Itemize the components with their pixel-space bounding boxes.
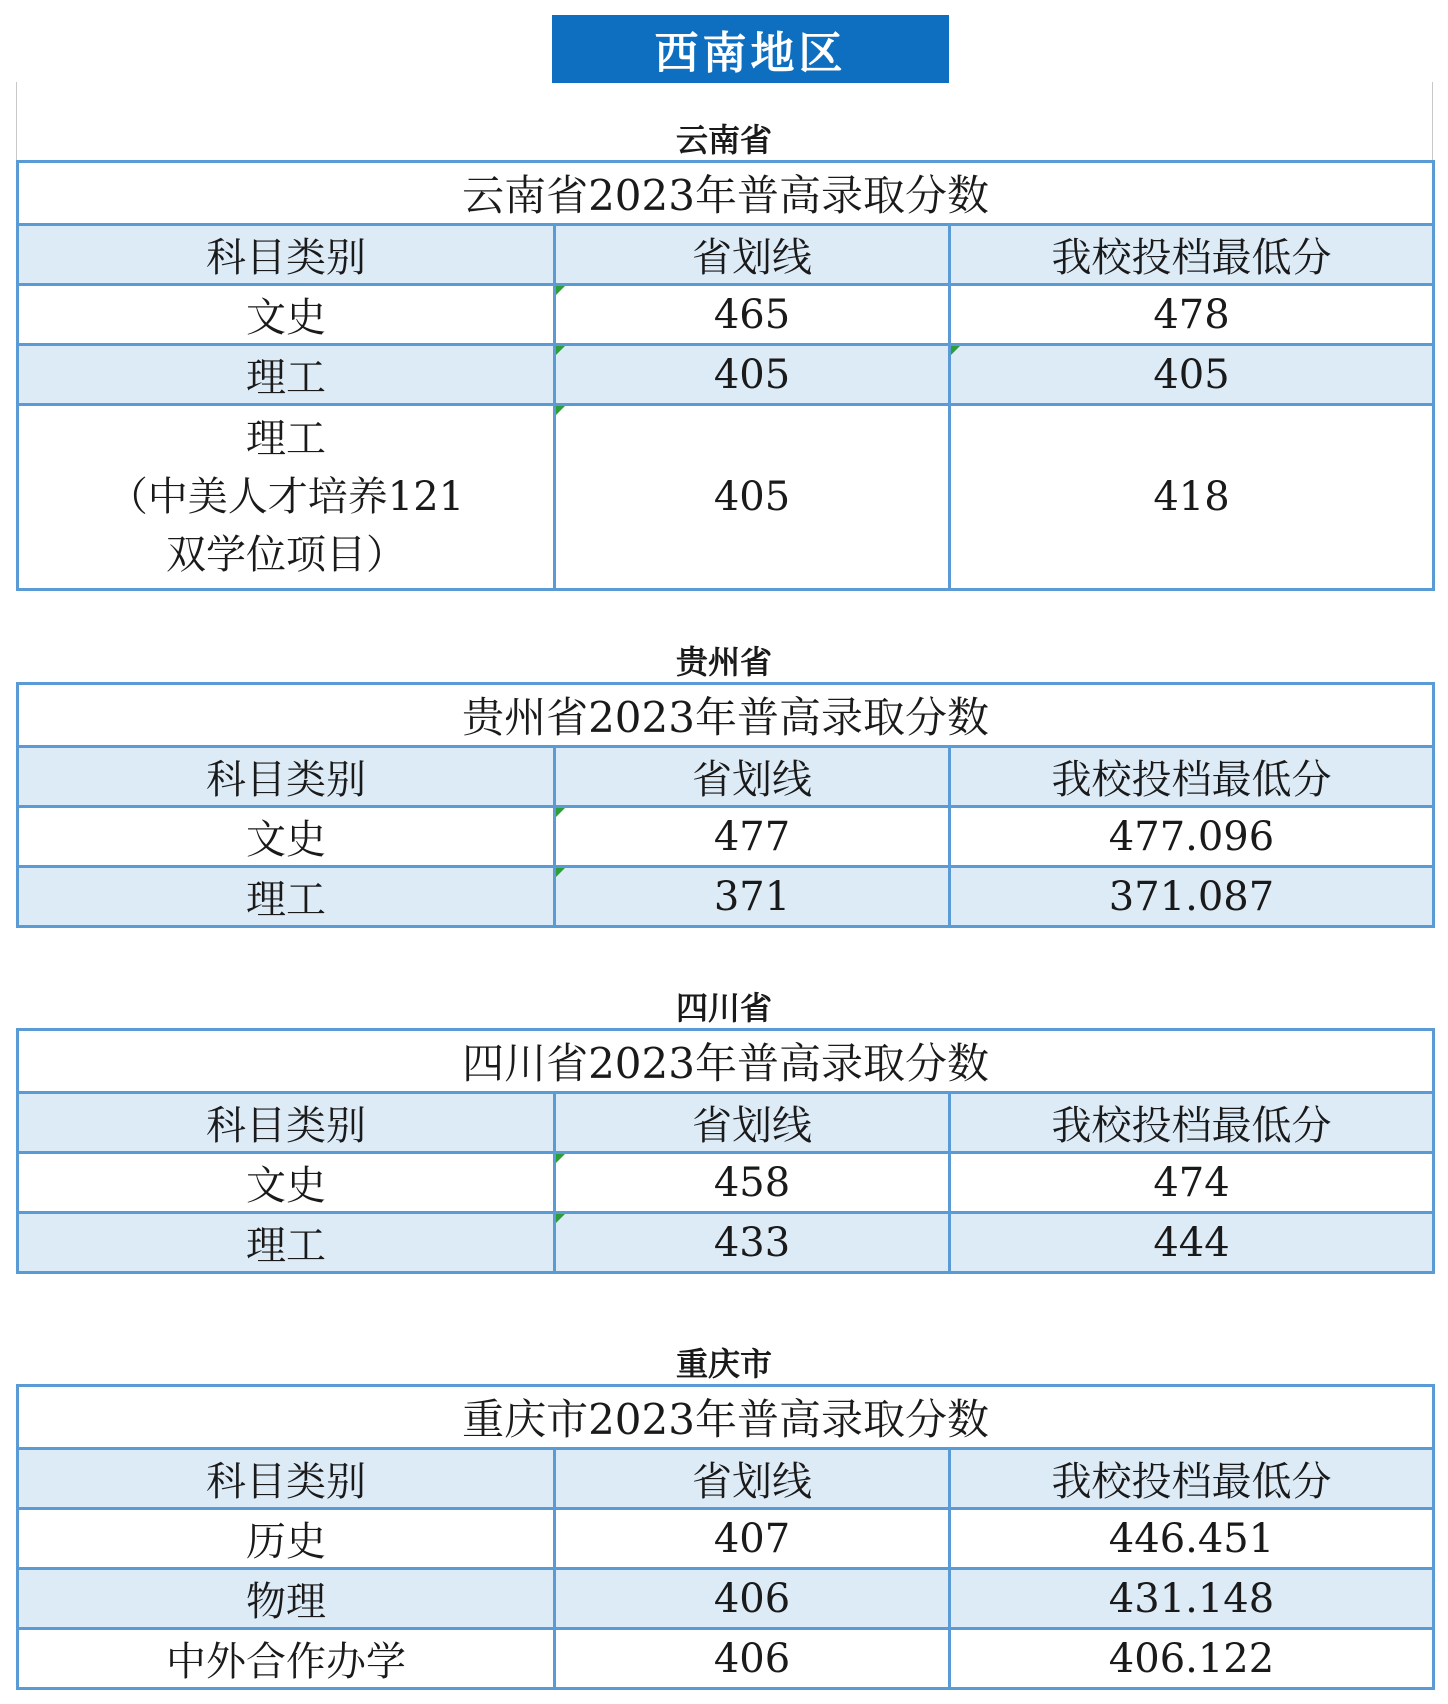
header-row — [18, 225, 1434, 285]
category-cell: 文史 — [18, 285, 555, 345]
line-cell: 406 — [555, 1629, 950, 1689]
table-row — [18, 285, 1434, 345]
category-cell: 历史 — [18, 1509, 555, 1569]
province-heading: 云南省 — [675, 121, 772, 159]
table-row — [18, 867, 1434, 927]
category-cell: 中外合作办学 — [18, 1629, 555, 1689]
header-row — [18, 747, 1434, 807]
column-header-min: 我校投档最低分 — [950, 747, 1434, 807]
column-header-min: 我校投档最低分 — [950, 1093, 1434, 1153]
table-row — [18, 1629, 1434, 1689]
region-title-banner — [552, 15, 949, 83]
column-header-line: 省划线 — [555, 1093, 950, 1153]
column-header-min: 我校投档最低分 — [950, 225, 1434, 285]
min-score-cell: 371.087 — [950, 867, 1434, 927]
table-title: 重庆市2023年普高录取分数 — [18, 1386, 1434, 1449]
category-line: （中美人才培养121 — [107, 474, 465, 520]
table-row — [18, 1509, 1434, 1569]
column-header-line: 省划线 — [555, 225, 950, 285]
column-header-category: 科目类别 — [18, 225, 555, 285]
table-row — [18, 1153, 1434, 1213]
province-heading: 四川省 — [675, 989, 772, 1027]
min-score-cell: 444 — [950, 1213, 1434, 1273]
min-score-cell: 474 — [950, 1153, 1434, 1213]
table-row — [18, 405, 1434, 590]
min-score-cell: 406.122 — [950, 1629, 1434, 1689]
line-cell: 405 — [555, 345, 950, 405]
category-cell — [18, 405, 555, 590]
right-divider — [1432, 82, 1433, 162]
table-row — [18, 1569, 1434, 1629]
table-title: 云南省2023年普高录取分数 — [18, 162, 1434, 225]
table-row — [18, 1213, 1434, 1273]
column-header-category: 科目类别 — [18, 747, 555, 807]
column-header-line: 省划线 — [555, 1449, 950, 1509]
score-table — [16, 682, 1435, 928]
line-cell: 371 — [555, 867, 950, 927]
region-title: 西南地区 — [654, 28, 847, 79]
header-row — [18, 1093, 1434, 1153]
min-score-cell: 477.096 — [950, 807, 1434, 867]
min-score-cell: 446.451 — [950, 1509, 1434, 1569]
category-cell: 理工 — [18, 867, 555, 927]
line-cell: 465 — [555, 285, 950, 345]
category-cell: 物理 — [18, 1569, 555, 1629]
category-cell: 理工 — [18, 1213, 555, 1273]
line-cell: 406 — [555, 1569, 950, 1629]
category-cell: 理工 — [18, 345, 555, 405]
column-header-category: 科目类别 — [18, 1093, 555, 1153]
section-chongqing — [16, 1344, 1432, 1690]
column-header-min: 我校投档最低分 — [950, 1449, 1434, 1509]
category-cell: 文史 — [18, 807, 555, 867]
province-heading: 贵州省 — [675, 643, 772, 681]
score-table — [16, 160, 1435, 591]
min-score-cell: 478 — [950, 285, 1434, 345]
score-table — [16, 1028, 1435, 1274]
line-cell: 477 — [555, 807, 950, 867]
section-yunnan — [16, 120, 1432, 591]
table-row — [18, 807, 1434, 867]
column-header-line: 省划线 — [555, 747, 950, 807]
score-table — [16, 1384, 1435, 1690]
header-row — [18, 1449, 1434, 1509]
column-header-category: 科目类别 — [18, 1449, 555, 1509]
min-score-cell: 418 — [950, 405, 1434, 590]
table-title: 四川省2023年普高录取分数 — [18, 1030, 1434, 1093]
section-guizhou — [16, 642, 1432, 928]
category-line: 理工 — [246, 416, 326, 462]
category-line: 双学位项目） — [166, 532, 406, 578]
category-cell: 文史 — [18, 1153, 555, 1213]
line-cell: 407 — [555, 1509, 950, 1569]
table-title: 贵州省2023年普高录取分数 — [18, 684, 1434, 747]
table-row — [18, 345, 1434, 405]
province-heading: 重庆市 — [675, 1345, 772, 1383]
line-cell: 458 — [555, 1153, 950, 1213]
line-cell: 405 — [555, 405, 950, 590]
line-cell: 433 — [555, 1213, 950, 1273]
min-score-cell: 431.148 — [950, 1569, 1434, 1629]
section-sichuan — [16, 988, 1432, 1274]
min-score-cell: 405 — [950, 345, 1434, 405]
